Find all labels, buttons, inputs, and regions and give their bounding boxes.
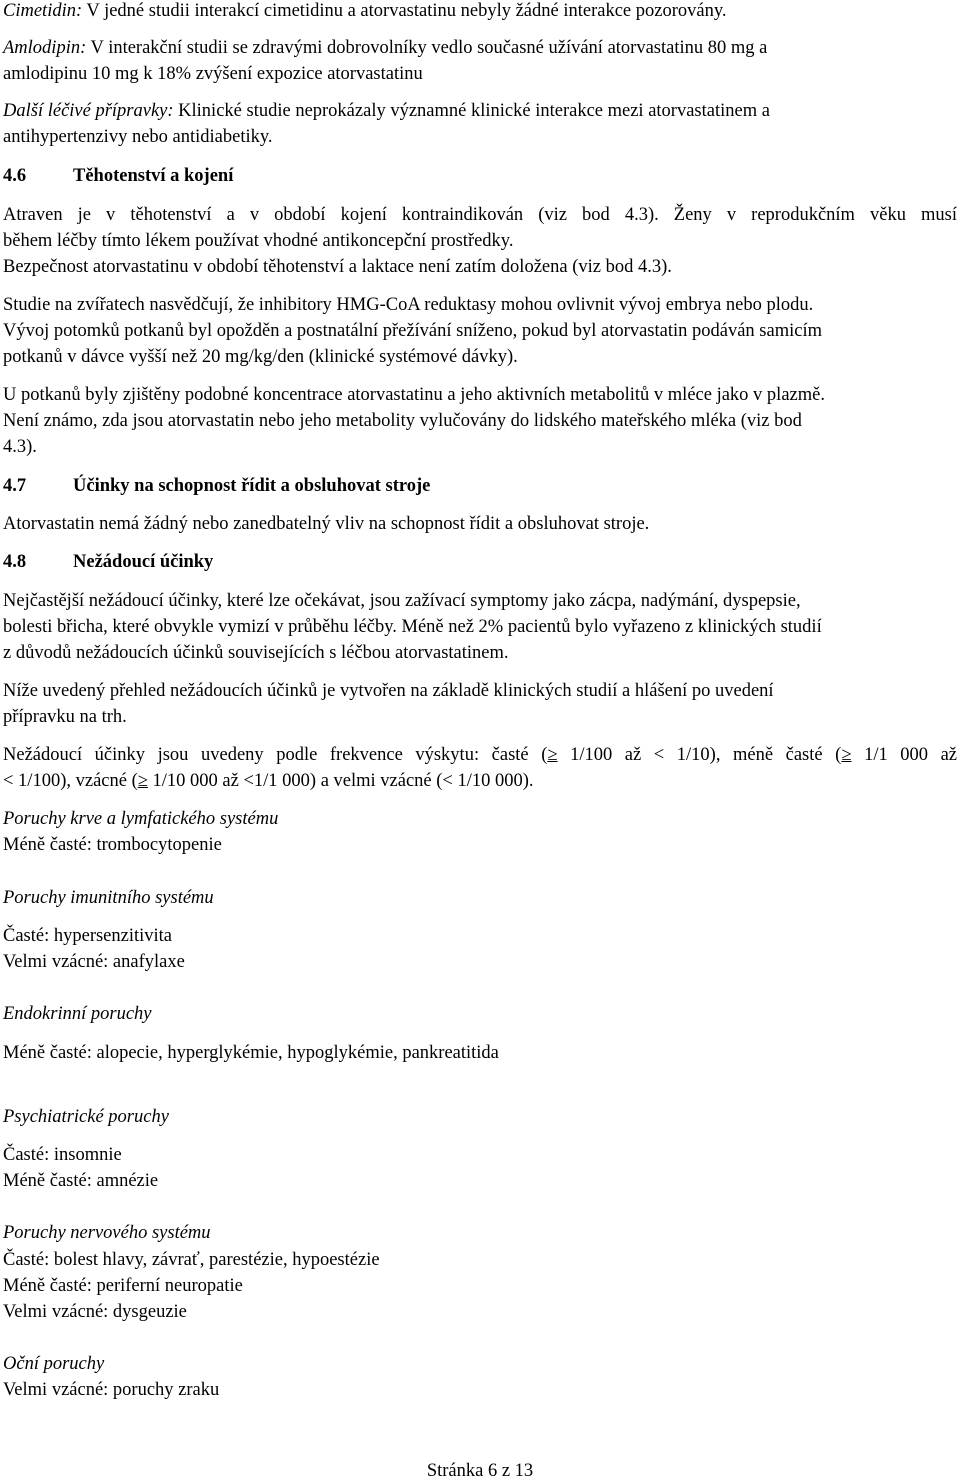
dalsi-label: Další léčivé přípravky: — [3, 101, 174, 121]
section-4-7-number: 4.7 — [3, 476, 27, 496]
amlodipin-label: Amlodipin: — [3, 38, 87, 58]
category-heading: Psychiatrické poruchy — [3, 1107, 169, 1127]
category-item: Časté: bolest hlavy, závrať, parestézie, hypoestézie — [3, 1250, 380, 1270]
category-heading: Endokrinní poruchy — [3, 1004, 152, 1024]
ge-symbol: ≥ — [547, 745, 558, 765]
category-heading: Poruchy nervového systému — [3, 1223, 211, 1243]
ge-symbol: ≥ — [137, 771, 148, 791]
category-item: Časté: insomnie — [3, 1145, 122, 1165]
s46-p3-line-2: Není známo, zda jsou atorvastatin nebo jeho metabolity vylučovány do lidského mateřského mléka (viz bod — [3, 411, 802, 431]
freq-text-b: 1/100 až < 1/10), méně časté ( — [557, 745, 842, 765]
cimetidin-paragraph — [3, 0, 727, 22]
s47-p1: Atorvastatin nemá žádný nebo zanedbatelný vliv na schopnost řídit a obsluhovat stroje. — [3, 514, 650, 534]
s46-p3-line-3: 4.3). — [3, 437, 37, 457]
s46-p1-line-2: během léčby tímto lékem používat vhodné antikoncepční prostředky. — [3, 231, 514, 251]
ge-symbol: ≥ — [841, 745, 852, 765]
section-4-8-number: 4.8 — [3, 552, 27, 572]
s46-p2-line-1: Studie na zvířatech nasvědčují, že inhibitory HMG-CoA reduktasy mohou ovlivnit vývoj embrya nebo plodu. — [3, 295, 814, 315]
s48-p2-line-2: přípravku na trh. — [3, 707, 127, 727]
section-4-6-number: 4.6 — [3, 166, 27, 186]
amlodipin-line-2: amlodipinu 10 mg k 18% zvýšení expozice atorvastatinu — [3, 64, 423, 84]
category-item: Velmi vzácné: anafylaxe — [3, 952, 185, 972]
dalsi-line-2: antihypertenzivy nebo antidiabetiky. — [3, 127, 273, 147]
cimetidin-label: Cimetidin: — [3, 1, 83, 21]
s48-p3-line-2 — [3, 770, 534, 792]
s48-p1-line-3: z důvodů nežádoucích účinků souvisejících s léčbou atorvastatinem. — [3, 643, 509, 663]
amlodipin-line-1 — [3, 37, 767, 59]
category-heading: Poruchy imunitního systému — [3, 888, 214, 908]
section-4-6-title: Těhotenství a kojení — [73, 166, 234, 186]
s46-p3-line-1: U potkanů byly zjištěny podobné koncentrace atorvastatinu a jeho aktivních metabolitů v mléce jako v plazmě. — [3, 385, 825, 405]
s48-p1-line-2: bolesti břicha, které obvykle vymizí v průběhu léčby. Méně než 2% pacientů bylo vyřazeno z klinických studií — [3, 617, 822, 637]
category-item: Velmi vzácné: poruchy zraku — [3, 1380, 220, 1400]
freq-text-a: Nežádoucí účinky jsou uvedeny podle frekvence výskytu: časté ( — [3, 745, 548, 765]
category-item: Méně časté: alopecie, hyperglykémie, hypoglykémie, pankreatitida — [3, 1043, 499, 1063]
category-item: Méně časté: amnézie — [3, 1171, 159, 1191]
category-item: Velmi vzácné: dysgeuzie — [3, 1302, 187, 1322]
category-heading: Poruchy krve a lymfatického systému — [3, 809, 279, 829]
freq-text-e: 1/10 000 až <1/1 000) a velmi vzácné (< 1/10 000). — [147, 771, 534, 791]
category-item: Méně časté: periferní neuropatie — [3, 1276, 243, 1296]
category-item: Časté: hypersenzitivita — [3, 926, 173, 946]
page-number-footer: Stránka 6 z 13 — [426, 1461, 534, 1481]
section-4-7-title: Účinky na schopnost řídit a obsluhovat stroje — [73, 476, 431, 496]
s48-p1-line-1: Nejčastější nežádoucí účinky, které lze očekávat, jsou zažívací symptomy jako zácpa, nadýmání, dyspepsie, — [3, 591, 801, 611]
section-4-8-title: Nežádoucí účinky — [73, 552, 214, 572]
section-4-8-heading — [3, 551, 213, 573]
s46-p1-line-1: Atraven je v těhotenství a v období kojení kontraindikován (viz bod 4.3). Ženy v reprodukčním věku musí — [3, 205, 957, 225]
section-4-7-heading — [3, 475, 430, 497]
cimetidin-text: V jedné studii interakcí cimetidinu a atorvastatinu nebyly žádné interakce pozorovány. — [82, 1, 727, 21]
section-4-6-heading — [3, 165, 233, 187]
freq-text-d: < 1/100), vzácné ( — [3, 771, 138, 791]
category-item: Méně časté: trombocytopenie — [3, 835, 222, 855]
dalsi-line-1 — [3, 100, 770, 122]
dalsi-text-1: Klinické studie neprokázaly významné klinické interakce mezi atorvastatinem a — [173, 101, 770, 121]
freq-text-c: 1/1 000 až — [851, 745, 958, 765]
amlodipin-text-1: V interakční studii se zdravými dobrovolníky vedlo současné užívání atorvastatinu 80 mg a — [86, 38, 768, 58]
s48-p2-line-1: Níže uvedený přehled nežádoucích účinků je vytvořen na základě klinických studií a hlášení po uvedení — [3, 681, 774, 701]
s48-p3-line-1 — [3, 744, 957, 766]
s46-p2-line-3: potkanů v dávce vyšší než 20 mg/kg/den (klinické systémové dávky). — [3, 347, 518, 367]
category-heading: Oční poruchy — [3, 1354, 105, 1374]
s46-p2-line-2: Vývoj potomků potkanů byl opožděn a postnatální přežívání sníženo, pokud byl atorvastatin podáván samicím — [3, 321, 822, 341]
s46-p1-line-3: Bezpečnost atorvastatinu v období těhotenství a laktace není zatím doložena (viz bod 4.3). — [3, 257, 672, 277]
